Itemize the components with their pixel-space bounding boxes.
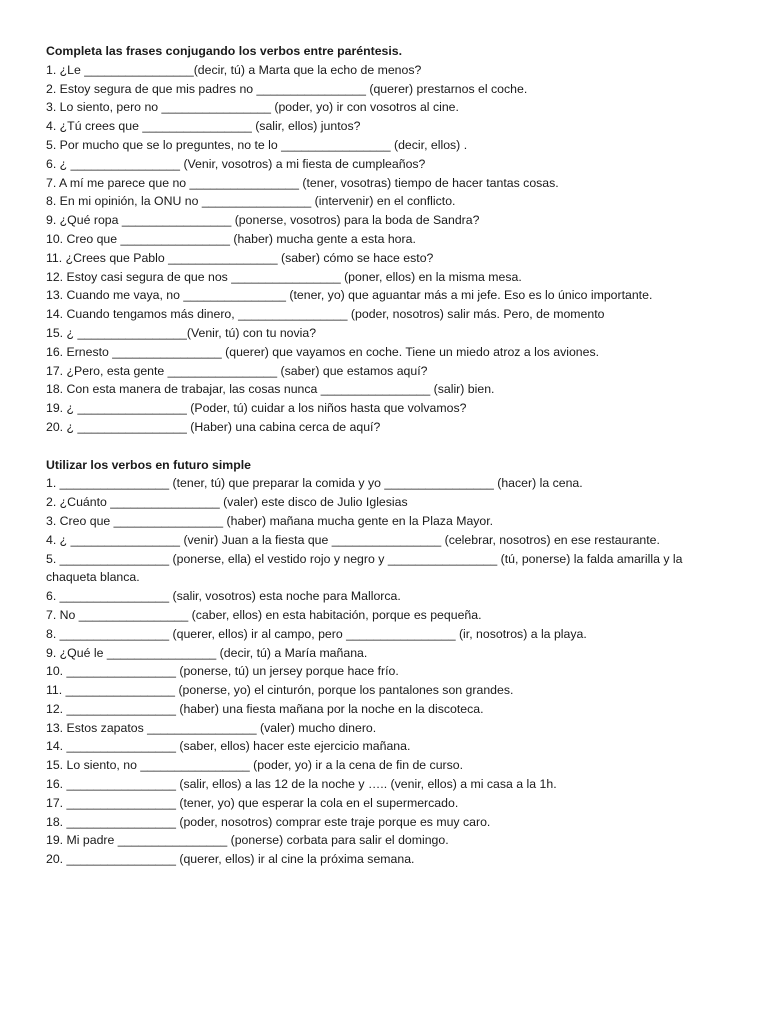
exercise-1-item-13: 13. Cuando me vaya, no _______________ (tener, yo) que aguantar más a mi jefe. Eso es lo único importante. — [46, 288, 653, 303]
exercise-1-item-9: 9. ¿Qué ropa ________________ (ponerse, vosotros) para la boda de Sandra? — [46, 213, 480, 228]
exercise-2-item-3: 3. Creo que ________________ (haber) mañana mucha gente en la Plaza Mayor. — [46, 513, 494, 528]
exercise-1-item-6: 6. ¿ ________________ (Venir, vosotros) a mi fiesta de cumpleaños? — [46, 156, 426, 171]
exercise-1-item-16: 16. Ernesto ________________ (querer) que vayamos en coche. Tiene un miedo atroz a los aviones. — [46, 344, 600, 359]
exercise-2-item-5: 5. ________________ (ponerse, ella) el vestido rojo y negro y ________________ (tú, ponerse) la falda amarilla y la chaqueta blanca. — [46, 551, 683, 585]
section-2-title: Utilizar los verbos en futuro simple — [46, 457, 251, 472]
exercise-1-item-17: 17. ¿Pero, esta gente ________________ (saber) que estamos aquí? — [46, 363, 428, 378]
exercise-1-item-3: 3. Lo siento, pero no ________________ (poder, yo) ir con vosotros al cine. — [46, 100, 459, 115]
exercise-2-item-8: 8. ________________ (querer, ellos) ir al campo, pero ________________ (ir, nosotros) a la playa. — [46, 626, 587, 641]
exercise-2-item-19: 19. Mi padre ________________ (ponerse) corbata para salir el domingo. — [46, 833, 449, 848]
exercise-2-item-13: 13. Estos zapatos ________________ (valer) mucho dinero. — [46, 720, 377, 735]
exercise-1-item-2: 2. Estoy segura de que mis padres no ________________ (querer) prestarnos el coche. — [46, 81, 528, 96]
exercise-2-item-11: 11. ________________ (ponerse, yo) el cinturón, porque los pantalones son grandes. — [46, 683, 514, 698]
exercise-2-item-12: 12. ________________ (haber) una fiesta mañana por la noche en la discoteca. — [46, 701, 484, 716]
exercise-1-item-15: 15. ¿ ________________(Venir, tú) con tu novia? — [46, 325, 317, 340]
exercise-1-item-1: 1. ¿Le ________________(decir, tú) a Marta que la echo de menos? — [46, 62, 422, 77]
exercise-2-item-7: 7. No ________________ (caber, ellos) en esta habitación, porque es pequeña. — [46, 607, 482, 622]
worksheet-page — [46, 42, 736, 869]
exercise-1-item-12: 12. Estoy casi segura de que nos ________________ (poner, ellos) en la misma mesa. — [46, 269, 522, 284]
section-1-title: Completa las frases conjugando los verbos entre paréntesis. — [46, 44, 403, 58]
exercise-2-item-14: 14. ________________ (saber, ellos) hacer este ejercicio mañana. — [46, 739, 411, 754]
exercise-2-item-4: 4. ¿ ________________ (venir) Juan a la fiesta que ________________ (celebrar, nosotros) en ese restaurante. — [46, 532, 660, 547]
exercise-2-item-15: 15. Lo siento, no ________________ (poder, yo) ir a la cena de fin de curso. — [46, 758, 464, 773]
exercise-2-item-2: 2. ¿Cuánto ________________ (valer) este disco de Julio Iglesias — [46, 495, 408, 510]
exercise-2-item-6: 6. ________________ (salir, vosotros) esta noche para Mallorca. — [46, 589, 401, 604]
exercise-2-item-10: 10. ________________ (ponerse, tú) un jersey porque hace frío. — [46, 664, 399, 679]
exercise-1-item-20: 20. ¿ ________________ (Haber) una cabina cerca de aquí? — [46, 419, 381, 434]
exercise-2-item-16: 16. ________________ (salir, ellos) a las 12 de la noche y ….. (venir, ellos) a mi casa a la 1h. — [46, 777, 557, 792]
exercise-2-item-20: 20. ________________ (querer, ellos) ir al cine la próxima semana. — [46, 852, 415, 867]
exercise-1-item-14: 14. Cuando tengamos más dinero, ________________ (poder, nosotros) salir más. Pero, de momento — [46, 307, 605, 322]
exercise-1-item-19: 19. ¿ ________________ (Poder, tú) cuidar a los niños hasta que volvamos? — [46, 401, 467, 416]
exercise-1-item-8: 8. En mi opinión, la ONU no ________________ (intervenir) en el conflicto. — [46, 194, 456, 209]
exercise-2-item-9: 9. ¿Qué le ________________ (decir, tú) a María mañana. — [46, 645, 368, 660]
exercise-2-item-18: 18. ________________ (poder, nosotros) comprar este traje porque es muy caro. — [46, 814, 491, 829]
exercise-1-item-18: 18. Con esta manera de trabajar, las cosas nunca ________________ (salir) bien. — [46, 382, 495, 397]
exercise-1-item-4: 4. ¿Tú crees que ________________ (salir, ellos) juntos? — [46, 119, 361, 134]
section-spacer — [46, 437, 736, 456]
exercise-2-item-1: 1. ________________ (tener, tú) que preparar la comida y yo ________________ (hacer) la cena. — [46, 476, 583, 491]
exercise-1-item-11: 11. ¿Crees que Pablo ________________ (saber) cómo se hace esto? — [46, 250, 434, 265]
exercise-1-item-7: 7. A mí me parece que no ________________ (tener, vosotras) tiempo de hacer tantas cosas. — [46, 175, 559, 190]
exercise-1-item-10: 10. Creo que ________________ (haber) mucha gente a esta hora. — [46, 231, 416, 246]
exercise-1-item-5: 5. Por mucho que se lo preguntes, no te lo ________________ (decir, ellos) . — [46, 137, 468, 152]
exercise-2-item-17: 17. ________________ (tener, yo) que esperar la cola en el supermercado. — [46, 795, 459, 810]
